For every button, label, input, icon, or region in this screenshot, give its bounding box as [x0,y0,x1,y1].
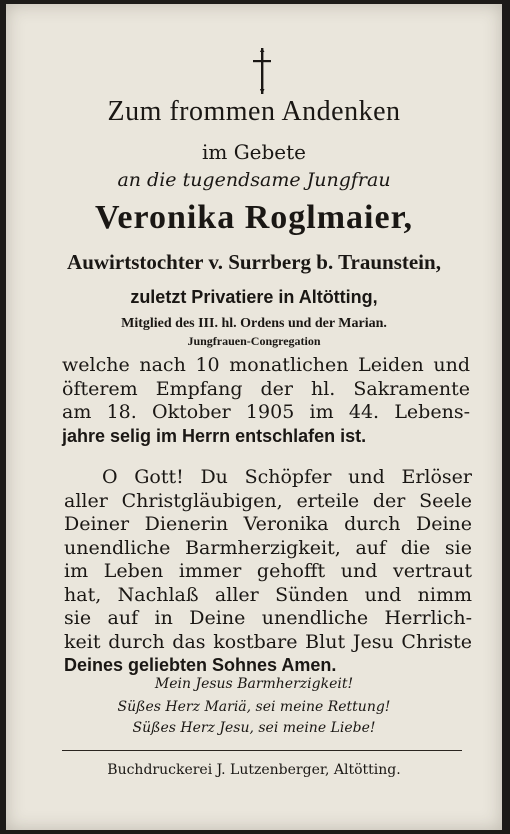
death-line: am 18. Oktober 1905 im 44. Lebens- [62,401,470,423]
invocation-3: Süßes Herz Jesu, sei meine Liebe! [132,720,376,736]
death-line: öfterem Empfang der hl. Sakramente [62,377,470,400]
printer-credit: Buchdruckerei J. Lutzenberger, Altötting. [107,762,401,778]
prayer-line: Deiner Dienerin Veronika durch Deine [64,513,472,535]
divider [62,750,462,751]
prayer-line: Deines geliebten Sohnes Amen. [64,655,337,675]
prayer-line: sie auf in Deine unendliche Herrlich- [64,607,472,629]
cross-icon [250,48,274,94]
memorial-card [6,4,502,830]
invocation-2: Süßes Herz Mariä, sei meine Rettung! [117,699,391,715]
prayer-line: im Leben immer gehofft und vertraut [64,560,472,582]
death-paragraph [62,354,470,448]
deceased-name: Veronika Roglmaier, [94,199,414,236]
card-line-prayer: im Gebete [201,140,307,164]
prayer-line: O Gott! Du Schöpfer und Erlöser [102,466,472,488]
prayer-line: hat, Nachlaß aller Sünden und nimm [64,583,472,606]
death-line: jahre selig im Herrn entschlafen ist. [62,425,367,446]
card-line-dedication: an die tugendsame Jungfrau [117,169,391,191]
card-heading: Zum frommen Andenken [107,96,401,127]
prayer-line: keit durch das kostbare Blut Jesu Christe [64,630,472,653]
prayer-line: aller Christgläubigen, erteile der Seele [64,489,472,512]
membership-line-1: Mitglied des III. hl. Ordens und der Marian. [121,316,387,331]
invocation-1: Mein Jesus Barmherzigkeit! [154,676,354,692]
prayer-line: unendliche Barmherzigkeit, auf die sie [64,536,472,559]
deceased-origin: Auwirtstochter v. Surrberg b. Traunstein, [67,250,441,274]
death-line: welche nach 10 monatlichen Leiden und [62,354,470,376]
membership-line-2: Jungfrauen-Congregation [187,334,321,348]
deceased-occupation: zuletzt Privatiere in Altötting, [130,287,378,307]
prayer-paragraph [64,466,472,678]
